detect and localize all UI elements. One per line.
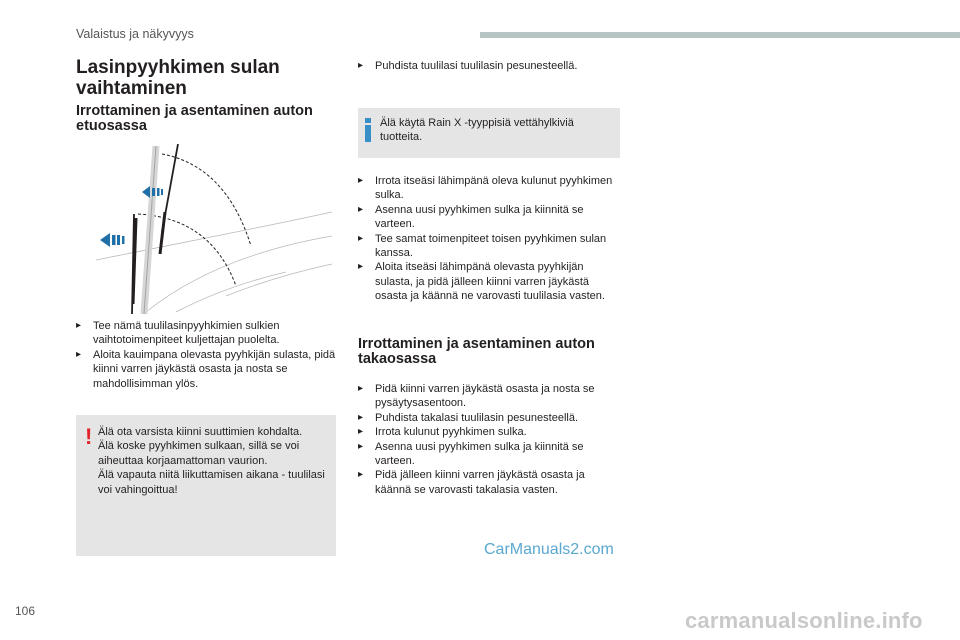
front-steps-list	[76, 319, 338, 391]
bullet-icon: ▸	[358, 469, 364, 481]
bullet-icon: ▸	[76, 348, 82, 360]
page-number: 106	[15, 604, 36, 618]
warning-box	[76, 415, 336, 556]
list-item: ▸ Tee samat toimenpiteet toisen pyyhkimen sulan kanssa.	[358, 232, 607, 260]
footer-watermark: carmanualsonline.info	[685, 608, 923, 633]
list-item: ▸ Aloita kauimpana olevasta pyyhkijän sulasta, pidä kiinni varren jäykästä osasta ja nosta se mahdollisimman ylös.	[76, 348, 336, 390]
replacement-steps-list	[358, 174, 620, 304]
info-icon	[365, 118, 371, 142]
watermark-link[interactable]: CarManuals2.com	[484, 541, 614, 558]
bullet-icon: ▸	[358, 203, 364, 215]
list-item: ▸ Asenna uusi pyyhkimen sulka ja kiinnitä se varteen.	[358, 440, 584, 468]
bullet-icon: ▸	[76, 320, 82, 331]
exclamation-icon: !	[85, 424, 93, 449]
bullet-icon: ▸	[358, 440, 364, 452]
list-item: ▸ Irrota kulunut pyyhkimen sulka.	[358, 426, 527, 439]
bullet-icon: ▸	[358, 383, 364, 394]
bullet-icon: ▸	[358, 261, 364, 273]
bullet-icon: ▸	[358, 60, 364, 71]
list-item: ▸ Puhdista tuulilasi tuulilasin pesunesteellä.	[358, 60, 578, 72]
list-item: ▸ Asenna uusi pyyhkimen sulka ja kiinnitä se varteen.	[358, 203, 584, 231]
info-box	[358, 108, 620, 158]
list-item: ▸ Pidä kiinni varren jäykästä osasta ja nosta se pysäytysasentoon.	[358, 383, 595, 410]
list-item: ▸ Tee nämä tuulilasinpyyhkimien sulkien vaihtotoimenpiteet kuljettajan puolelta.	[76, 320, 280, 347]
warning-text: Älä ota varsista kiinni suuttimien kohdalta. Älä koske pyyhkimen sulkaan, sillä se voi aiheuttaa korjaamattoman vaurion. Älä vapauta niitä liikuttamisen aikana - tuulilasi voi vahingoittua!	[98, 426, 325, 496]
list-item: ▸ Puhdista takalasi tuulilasin pesunesteellä.	[358, 411, 579, 424]
section-header: Valaistus ja näkyvyys	[76, 27, 194, 41]
header-bar	[480, 32, 960, 38]
list-item: ▸ Irrota itseäsi lähimpänä oleva kulunut pyyhkimen sulka.	[358, 175, 613, 202]
front-section-heading: Irrottaminen ja asentaminen auton etuosassa	[76, 103, 313, 134]
wiper-illustration	[76, 136, 336, 316]
rear-section-heading: Irrottaminen ja asentaminen auton takaosassa	[358, 336, 595, 367]
list-item: ▸ Pidä jälleen kiinni varren jäykästä osasta ja käännä se varovasti takalasia vasten.	[358, 469, 585, 496]
bullet-icon: ▸	[358, 232, 364, 244]
bullet-icon: ▸	[358, 175, 364, 186]
rear-steps-list	[358, 382, 620, 497]
info-text: Älä käytä Rain X -tyyppisiä vettähylkiviä tuotteita.	[380, 117, 574, 144]
page-title: Lasinpyyhkimen sulan vaihtaminen	[76, 57, 280, 99]
cleaning-step-list	[358, 59, 620, 73]
list-item: ▸ Aloita itseäsi lähimpänä olevasta pyyhkijän sulasta, ja pidä jälleen kiinni varren jäykästä osasta ja käännä ne varovasti tuulilasia vasten.	[358, 261, 605, 303]
bullet-icon: ▸	[358, 426, 364, 438]
bullet-icon: ▸	[358, 411, 364, 423]
